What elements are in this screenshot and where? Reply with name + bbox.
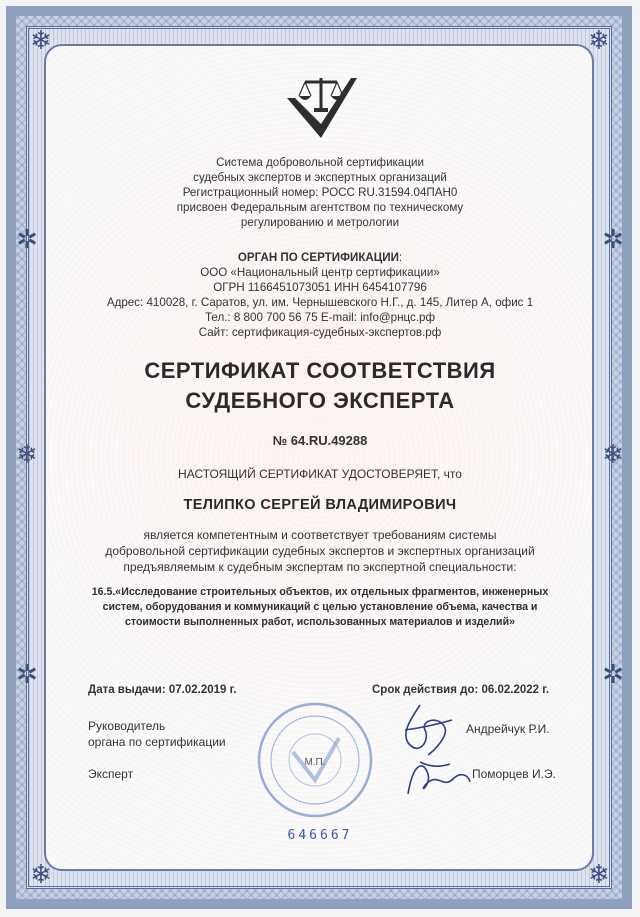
- snowflake-ornament-icon: ✲: [16, 225, 38, 255]
- head-signature: [390, 700, 460, 760]
- blank-serial-number: 646667: [287, 828, 353, 843]
- snowflake-ornament-icon: ❄: [30, 26, 52, 56]
- certification-body-title-suffix: :: [398, 251, 403, 264]
- snowflake-ornament-icon: ✲: [602, 225, 624, 255]
- snowflake-ornament-icon: ✲: [602, 660, 624, 690]
- certification-body-title: ОРГАН ПО СЕРТИФИКАЦИИ: [237, 251, 399, 264]
- snowflake-ornament-icon: ❄: [30, 860, 52, 890]
- certificate-number: № 64.RU.49288: [272, 433, 368, 448]
- specialty-line: систем, оборудования и коммуникаций с целью установление объема, качества и: [102, 601, 538, 613]
- org-contacts: Тел.: 8 800 700 56 75 E-mail: info@рнцс.рф: [204, 311, 436, 324]
- certificate-title-line: СУДЕБНОГО ЭКСПЕРТА: [185, 388, 455, 413]
- certification-system-header: [60, 155, 580, 230]
- certifies-statement: НАСТОЯЩИЙ СЕРТИФИКАТ УДОСТОВЕРЯЕТ, что: [178, 467, 462, 481]
- expert-signature: [398, 754, 478, 804]
- header-line: Регистрационный номер: РОСС RU.31594.04ПАН0: [182, 186, 458, 199]
- snowflake-ornament-icon: ❄: [588, 860, 610, 890]
- expert-name: Поморцев И.Э.: [472, 767, 556, 781]
- certificate-title-line: СЕРТИФИКАТ СООТВЕТСТВИЯ: [144, 358, 496, 383]
- header-line: регулированию и метрологии: [240, 216, 400, 229]
- header-line: присвоен Федеральным агентством по техническому: [176, 201, 464, 214]
- official-stamp-seal: [255, 700, 375, 820]
- statement-line: добровольной сертификации судебных экспертов и экспертных организаций: [105, 544, 535, 558]
- statement-line: предъявляемым к судебным экспертам по экспертной специальности:: [123, 560, 517, 574]
- stamp-place-label: М.П.: [304, 757, 326, 768]
- head-label: органа по сертификации: [88, 735, 226, 749]
- org-address: Адрес: 410028, г. Саратов, ул. им. Чернышевского Н.Г., д. 145, Литер А, офис 1: [106, 296, 534, 309]
- head-label: Руководитель: [88, 719, 166, 733]
- specialty-line: 16.5.«Исследование строительных объектов, их отдельных фрагментов, инженерных: [91, 586, 549, 598]
- snowflake-ornament-icon: ❄: [16, 440, 38, 470]
- org-website: Сайт: сертификация-судебных-экспертов.рф: [198, 326, 442, 339]
- org-line: ОГРН 1166451073051 ИНН 6454107796: [213, 281, 427, 294]
- header-line: Система добровольной сертификации: [216, 156, 424, 169]
- expert-specialty: [60, 585, 580, 630]
- snowflake-ornament-icon: ❄: [602, 440, 624, 470]
- issue-date: Дата выдачи: 07.02.2019 г.: [88, 684, 237, 696]
- specialty-line: стоимости выполненных работ, использованных материалов и изделий»: [125, 616, 515, 628]
- org-line: ООО «Национальный центр сертификации»: [200, 266, 440, 279]
- snowflake-ornament-icon: ❄: [588, 26, 610, 56]
- snowflake-ornament-icon: ✲: [16, 660, 38, 690]
- valid-until-date: Срок действия до: 06.02.2022 г.: [372, 684, 550, 696]
- expert-label: Эксперт: [88, 767, 134, 781]
- certification-body-block: [60, 250, 580, 340]
- statement-line: является компетентным и соответствует требованиям системы: [143, 528, 497, 542]
- header-line: судебных экспертов и экспертных организаций: [193, 171, 447, 184]
- certificate-holder-name: ТЕЛИПКО СЕРГЕЙ ВЛАДИМИРОВИЧ: [183, 497, 457, 513]
- certificate-title: [60, 356, 580, 416]
- competence-statement: [60, 527, 580, 575]
- head-name: Андрейчук Р.И.: [466, 722, 550, 736]
